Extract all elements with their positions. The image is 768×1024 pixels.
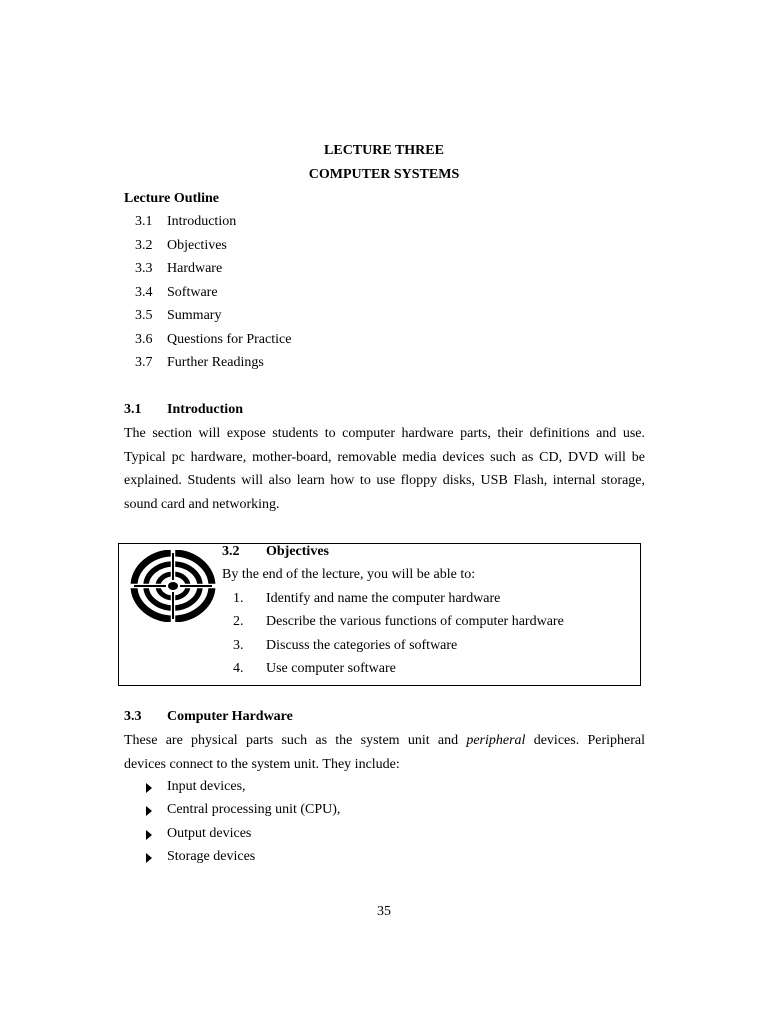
outline-item-number: 3.1 (135, 214, 153, 229)
outline-item-label: Software (167, 285, 218, 300)
paragraph-text: These are physical parts such as the system unit and (124, 733, 459, 748)
bullet-item: Central processing unit (CPU), (167, 802, 341, 817)
outline-item-label: Objectives (167, 238, 227, 253)
outline-title: Lecture Outline (124, 191, 220, 206)
section-title-hardware: Computer Hardware (167, 709, 293, 724)
paragraph-line: devices connect to the system unit. They include: (124, 756, 400, 772)
section-number: 3.1 (124, 402, 142, 417)
section-number: 3.3 (124, 709, 142, 724)
outline-item-number: 3.5 (135, 308, 153, 323)
objective-number: 2. (233, 614, 244, 629)
section-number: 3.2 (222, 544, 240, 559)
bullet-item: Input devices, (167, 779, 246, 794)
outline-item-label: Hardware (167, 261, 223, 276)
bullet-item: Output devices (167, 826, 252, 841)
outline-item-label: Summary (167, 308, 222, 323)
outline-item-number: 3.4 (135, 285, 153, 300)
page-number: 35 (377, 904, 391, 919)
objective-label: Discuss the categories of software (266, 638, 458, 653)
outline-item-label: Further Readings (167, 355, 264, 370)
outline-item-label: Questions for Practice (167, 332, 292, 347)
objective-number: 3. (233, 638, 244, 653)
lecture-title: COMPUTER SYSTEMS (308, 167, 460, 182)
objective-label: Identify and name the computer hardware (266, 591, 501, 606)
lecture-number: LECTURE THREE (324, 143, 444, 158)
paragraph-line: sound card and networking. (124, 496, 280, 512)
hardware-paragraph (124, 729, 645, 776)
introduction-paragraph (124, 422, 645, 516)
paragraph-line: Typical pc hardware, mother-board, removable media devices such as CD, DVD will be (124, 449, 645, 465)
outline-item-number: 3.3 (135, 261, 153, 276)
section-title-objectives: Objectives (266, 544, 329, 559)
bullet-arrow-icon (146, 853, 152, 863)
objective-label: Describe the various functions of computer hardware (266, 614, 564, 629)
objective-label: Use computer software (266, 661, 396, 676)
section-title-introduction: Introduction (167, 402, 243, 417)
paragraph-line: The section will expose students to computer hardware parts, their definitions and use. (124, 426, 645, 441)
target-icon (130, 550, 216, 622)
bullet-arrow-icon (146, 783, 152, 793)
outline-item-number: 3.7 (135, 355, 153, 370)
paragraph-line (124, 729, 645, 753)
outline-item-label: Introduction (167, 214, 237, 229)
outline-item-number: 3.6 (135, 332, 153, 347)
emphasis-text: peripheral (466, 733, 526, 748)
paragraph-text: devices. Peripheral (533, 733, 645, 748)
objective-number: 4. (233, 661, 244, 676)
objectives-lead: By the end of the lecture, you will be able to: (222, 567, 476, 582)
paragraph-line: explained. Students will also learn how to use floppy disks, USB Flash, internal storage, (124, 473, 645, 489)
outline-item-number: 3.2 (135, 238, 153, 253)
bullet-arrow-icon (146, 806, 152, 816)
objective-number: 1. (233, 591, 244, 606)
bullet-arrow-icon (146, 830, 152, 840)
bullet-item: Storage devices (167, 849, 256, 864)
